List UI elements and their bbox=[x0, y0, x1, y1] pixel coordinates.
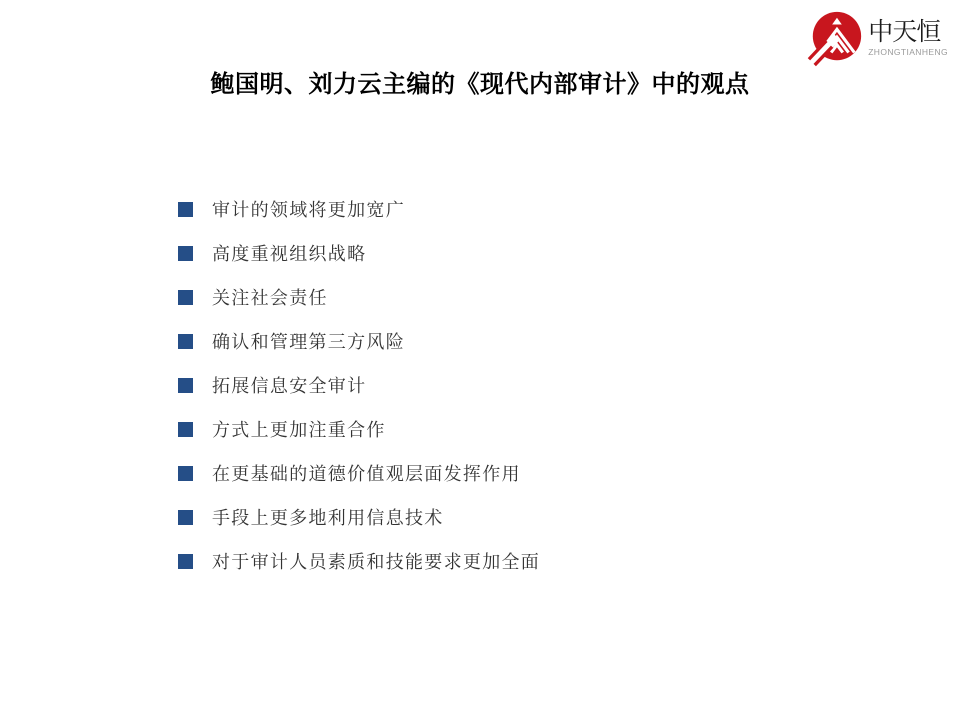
list-item-text: 方式上更加注重合作 bbox=[212, 420, 386, 440]
list-item bbox=[178, 319, 900, 363]
bullet-square-icon bbox=[178, 554, 193, 569]
list-item-text: 对于审计人员素质和技能要求更加全面 bbox=[212, 552, 541, 572]
list-item-text: 手段上更多地利用信息技术 bbox=[212, 508, 444, 528]
list-item bbox=[178, 451, 900, 495]
company-logo bbox=[807, 9, 948, 67]
list-item bbox=[178, 187, 900, 231]
list-item-text: 在更基础的道德价值观层面发挥作用 bbox=[212, 464, 521, 484]
bullet-square-icon bbox=[178, 422, 193, 437]
list-item-text: 高度重视组织战略 bbox=[212, 244, 367, 264]
slide-title: 鲍国明、刘力云主编的《现代内部审计》中的观点 bbox=[210, 71, 750, 98]
logo-brand-latin: ZHONGTIANHENG bbox=[868, 46, 948, 57]
list-item bbox=[178, 539, 900, 583]
list-item-text: 审计的领域将更加宽广 bbox=[212, 200, 405, 220]
list-item bbox=[178, 231, 900, 275]
bullet-list bbox=[178, 187, 900, 583]
logo-text-block bbox=[868, 17, 948, 57]
list-item bbox=[178, 275, 900, 319]
bullet-square-icon bbox=[178, 290, 193, 305]
list-item-text: 确认和管理第三方风险 bbox=[212, 332, 405, 352]
list-item-text: 拓展信息安全审计 bbox=[212, 376, 367, 396]
list-item-text: 关注社会责任 bbox=[212, 288, 328, 308]
list-item bbox=[178, 495, 900, 539]
list-item bbox=[178, 363, 900, 407]
bullet-square-icon bbox=[178, 466, 193, 481]
bullet-square-icon bbox=[178, 202, 193, 217]
bullet-square-icon bbox=[178, 510, 193, 525]
logo-brand-name: 中天恒 bbox=[868, 17, 941, 46]
bullet-square-icon bbox=[178, 378, 193, 393]
bullet-square-icon bbox=[178, 246, 193, 261]
bullet-square-icon bbox=[178, 334, 193, 349]
mountain-circle-logo-icon bbox=[807, 9, 865, 67]
list-item bbox=[178, 407, 900, 451]
